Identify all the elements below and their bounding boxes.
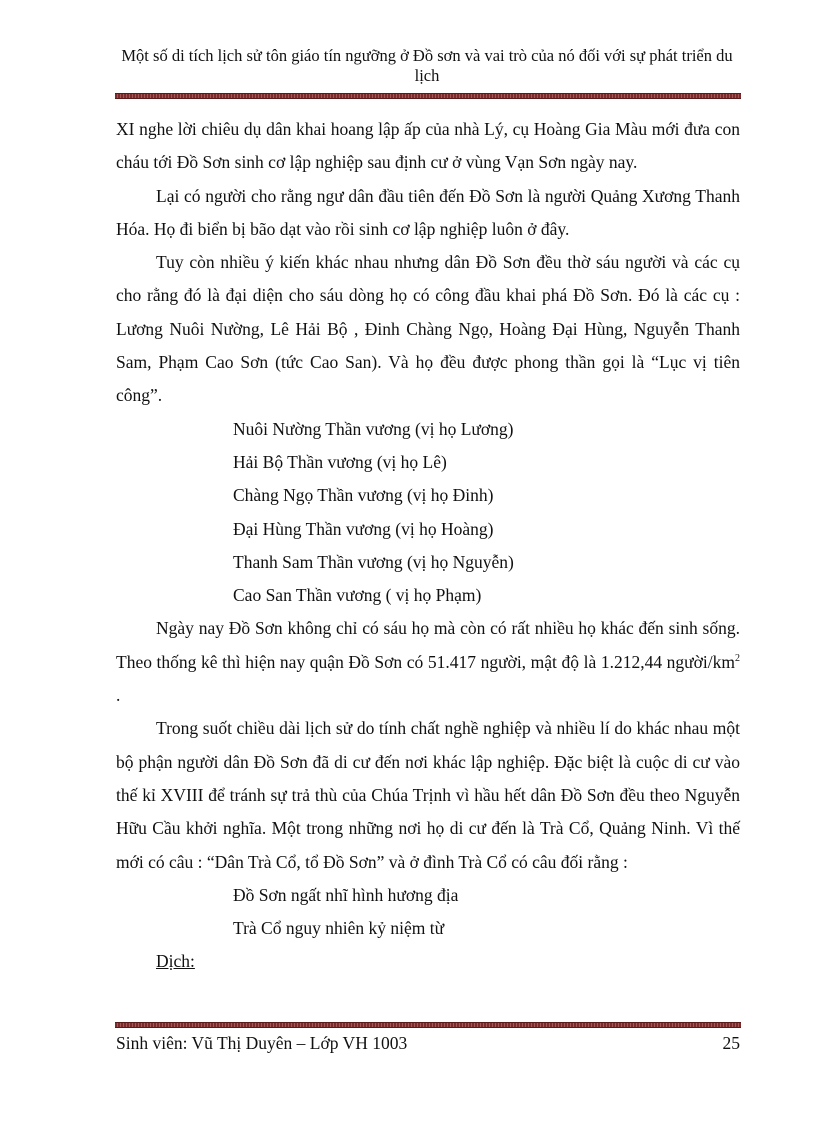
paragraph-4-text: Ngày nay Đồ Sơn không chỉ có sáu họ mà còn có rất nhiều họ khác đến sinh sống. Theo thống kê thì hiện nay quận Đồ Sơn có 51.417 người, mật độ là 1.212,44 người/km [116, 618, 740, 672]
paragraph-4-end: . [116, 685, 121, 706]
list-item: Cao San Thần vương ( vị họ Phạm) [233, 585, 482, 606]
header-title: Một số di tích lịch sử tôn giáo tín ngưỡng ở Đồ sơn và vai trò của nó đối với sự phát triển du lịch [121, 46, 733, 85]
translation-label: Dịch: [156, 951, 195, 972]
paragraph-4 [116, 612, 740, 712]
paragraph-1: XI nghe lời chiêu dụ dân khai hoang lập ấp của nhà Lý, cụ Hoàng Gia Màu mới đưa con cháu tới Đồ Sơn sinh cơ lập nghiệp sau định cư ở vùng Vạn Sơn ngày nay. [116, 119, 740, 173]
list-item: Hải Bộ Thần vương (vị họ Lê) [233, 451, 447, 472]
paragraph-2: Lại có người cho rằng ngư dân đầu tiên đến Đồ Sơn là người Quảng Xương Thanh Hóa. Họ đi biển bị bão dạt vào rồi sinh cơ lập nghiệp luôn ở đây. [116, 185, 740, 239]
page-header [112, 46, 742, 86]
footer-student: Sinh viên: Vũ Thị Duyên – Lớp VH 1003 [116, 1033, 408, 1053]
header-rule [115, 93, 741, 99]
list-item: Chàng Ngọ Thần vương (vị họ Đinh) [233, 485, 494, 506]
footer-rule [115, 1022, 741, 1028]
paragraph-5: Trong suốt chiều dài lịch sử do tính chất nghề nghiệp và nhiều lí do khác nhau một bộ phận người dân Đồ Sơn đã di cư đến nơi khác lập nghiệp. Đặc biệt là cuộc di cư vào thế kỉ XVIII để tránh sự trả thù của Chúa Trịnh vì hầu hết dân Đồ Sơn đều theo Nguyễn Hữu Cầu khởi nghĩa. Một trong những nơi họ di cư đến là Trà Cổ, Quảng Ninh. Vì thế mới có câu : “Dân Trà Cổ, tổ Đồ Sơn” và ở đình Trà Cổ có câu đối rằng : [116, 718, 740, 872]
paragraph-3: Tuy còn nhiều ý kiến khác nhau nhưng dân Đồ Sơn đều thờ sáu người và các cụ cho rằng đó là đại diện cho sáu dòng họ có công đầu khai phá Đồ Sơn. Đó là các cụ : Lương Nuôi Nường, Lê Hải Bộ , Đinh Chàng Ngọ, Hoàng Đại Hùng, Nguyễn Thanh Sam, Phạm Cao Sơn (tức Cao San). Và họ đều được phong thần gọi là “Lục vị tiên công”. [116, 252, 740, 406]
page-footer [116, 1033, 740, 1054]
page-body [116, 113, 740, 979]
verse-line: Đồ Sơn ngất nhĩ hình hương địa [233, 884, 459, 905]
superscript: 2 [735, 652, 740, 664]
page-number: 25 [722, 1033, 740, 1053]
list-item: Nuôi Nường Thần vương (vị họ Lương) [233, 418, 514, 439]
verse-line: Trà Cổ nguy nhiên kỷ niệm từ [233, 918, 445, 939]
list-item: Thanh Sam Thần vương (vị họ Nguyễn) [233, 551, 514, 572]
list-item: Đại Hùng Thần vương (vị họ Hoàng) [233, 518, 494, 539]
